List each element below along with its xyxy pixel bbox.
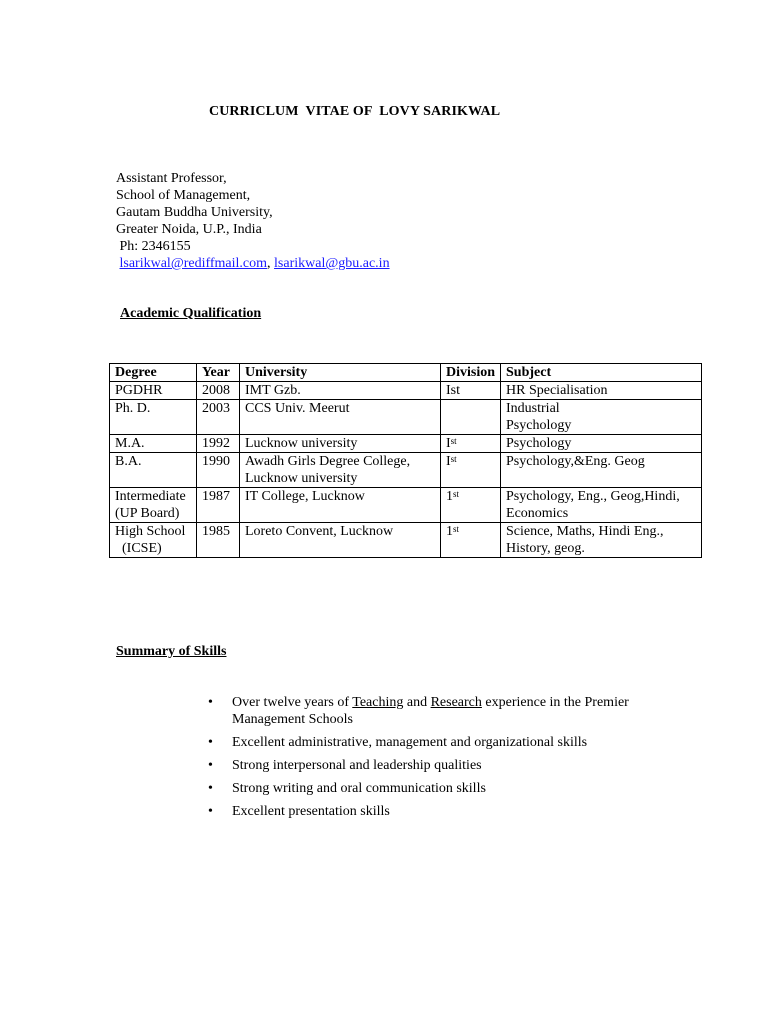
division-text: Ist: [446, 383, 460, 398]
subject-text: Psychology,&Eng. Geog: [506, 454, 645, 469]
division-cell: [441, 435, 501, 453]
bullet-icon: •: [208, 758, 213, 773]
university-text: Loreto Convent, Lucknow: [245, 524, 394, 539]
subject-text: HR Specialisation: [506, 383, 608, 398]
degree-cell: [110, 382, 197, 400]
degree-text-2: (UP Board): [115, 506, 180, 521]
subject-text-2: History, geog.: [506, 541, 585, 556]
degree-text: PGDHR: [115, 383, 163, 398]
university-text: CCS Univ. Meerut: [245, 401, 350, 416]
subject-cell: [501, 382, 702, 400]
bullet-icon: •: [208, 735, 213, 750]
degree-text: Ph. D.: [115, 401, 151, 416]
division-cell: [441, 488, 501, 523]
header-degree: Degree: [110, 364, 197, 382]
division-superscript: st: [453, 524, 460, 534]
division-text: 1: [446, 489, 453, 504]
table-header-row: [110, 364, 702, 382]
subject-text-2: Psychology: [506, 418, 572, 433]
university-text: IT College, Lucknow: [245, 489, 365, 504]
list-item: [208, 780, 648, 797]
year-text: 1985: [202, 524, 230, 539]
header-subject: Subject: [501, 364, 702, 382]
subject-cell: [501, 453, 702, 488]
academic-heading: Academic Qualification: [120, 306, 262, 321]
degree-cell: [110, 453, 197, 488]
degree-text: B.A.: [115, 454, 142, 469]
degree-text: M.A.: [115, 436, 145, 451]
department-line: School of Management,: [116, 188, 251, 203]
year-cell: [197, 523, 240, 558]
university-cell: [240, 523, 441, 558]
year-cell: [197, 435, 240, 453]
division-superscript: st: [450, 436, 457, 446]
division-cell: [441, 523, 501, 558]
subject-cell: [501, 488, 702, 523]
list-item: [208, 694, 648, 728]
list-item: [208, 803, 648, 820]
email-separator: ,: [267, 256, 275, 271]
division-text: I: [446, 436, 451, 451]
year-text: 1990: [202, 454, 230, 469]
list-item: [208, 757, 648, 774]
year-text: 2003: [202, 401, 230, 416]
degree-cell: [110, 523, 197, 558]
table-row: [110, 435, 702, 453]
division-superscript: st: [450, 454, 457, 464]
university-cell: [240, 453, 441, 488]
university-text: Lucknow university: [245, 436, 358, 451]
header-division: Division: [441, 364, 501, 382]
list-item: [208, 734, 648, 751]
phone-line: Ph: 2346155: [116, 239, 191, 254]
subject-text: Industrial: [506, 401, 560, 416]
university-text: IMT Gzb.: [245, 383, 301, 398]
university-line: Gautam Buddha University,: [116, 205, 273, 220]
degree-text-2: (ICSE): [115, 541, 162, 556]
subject-cell: [501, 400, 702, 435]
skill-and: and: [403, 695, 431, 710]
year-cell: [197, 488, 240, 523]
university-text-2: Lucknow university: [245, 471, 358, 486]
page-title: CURRICLUM VITAE OF LOVY SARIKWAL: [209, 104, 501, 119]
university-cell: [240, 488, 441, 523]
qualification-table: [109, 363, 702, 558]
university-text: Awadh Girls Degree College,: [245, 454, 411, 469]
email-link-rediff[interactable]: lsarikwal@rediffmail.com: [119, 256, 268, 271]
university-cell: [240, 435, 441, 453]
year-text: 1987: [202, 489, 230, 504]
table-row: [110, 382, 702, 400]
skills-list: [208, 694, 648, 826]
skills-heading: Summary of Skills: [116, 644, 227, 659]
skill-text-pre: Over twelve years of: [232, 695, 353, 710]
degree-cell: [110, 435, 197, 453]
email-link-gbu[interactable]: lsarikwal@gbu.ac.in: [274, 256, 390, 271]
subject-cell: [501, 523, 702, 558]
skill-text: Strong interpersonal and leadership qualities: [232, 758, 482, 773]
table-row: [110, 523, 702, 558]
university-cell: [240, 382, 441, 400]
skill-research: Research: [430, 695, 482, 710]
subject-text: Science, Maths, Hindi Eng.,: [506, 524, 664, 539]
location-line: Greater Noida, U.P., India: [116, 222, 262, 237]
bullet-icon: •: [208, 695, 213, 710]
year-cell: [197, 400, 240, 435]
division-superscript: st: [453, 489, 460, 499]
year-cell: [197, 453, 240, 488]
subject-cell: [501, 435, 702, 453]
degree-text: High School: [115, 524, 186, 539]
subject-text-2: Economics: [506, 506, 569, 521]
header-year: Year: [197, 364, 240, 382]
position-line: Assistant Professor,: [116, 171, 227, 186]
skill-text-post: experience in the Premier Management Schools: [232, 695, 629, 727]
subject-text: Psychology: [506, 436, 572, 451]
contact-block: [116, 170, 390, 272]
table-row: [110, 488, 702, 523]
division-cell: [441, 453, 501, 488]
table-row: [110, 453, 702, 488]
email-line: [116, 255, 390, 272]
university-cell: [240, 400, 441, 435]
division-cell: [441, 382, 501, 400]
division-text: 1: [446, 524, 453, 539]
table-row: [110, 400, 702, 435]
year-cell: [197, 382, 240, 400]
division-text: I: [446, 454, 451, 469]
skill-text: Excellent presentation skills: [232, 804, 390, 819]
bullet-icon: •: [208, 781, 213, 796]
skill-text: Excellent administrative, management and organizational skills: [232, 735, 588, 750]
bullet-icon: •: [208, 804, 213, 819]
skill-teaching: Teaching: [352, 695, 404, 710]
year-text: 2008: [202, 383, 230, 398]
subject-text: Psychology, Eng., Geog,Hindi,: [506, 489, 680, 504]
year-text: 1992: [202, 436, 230, 451]
degree-cell: [110, 400, 197, 435]
division-cell: [441, 400, 501, 435]
skill-text: Strong writing and oral communication skills: [232, 781, 486, 796]
degree-text: Intermediate: [115, 489, 186, 504]
header-university: University: [240, 364, 441, 382]
degree-cell: [110, 488, 197, 523]
